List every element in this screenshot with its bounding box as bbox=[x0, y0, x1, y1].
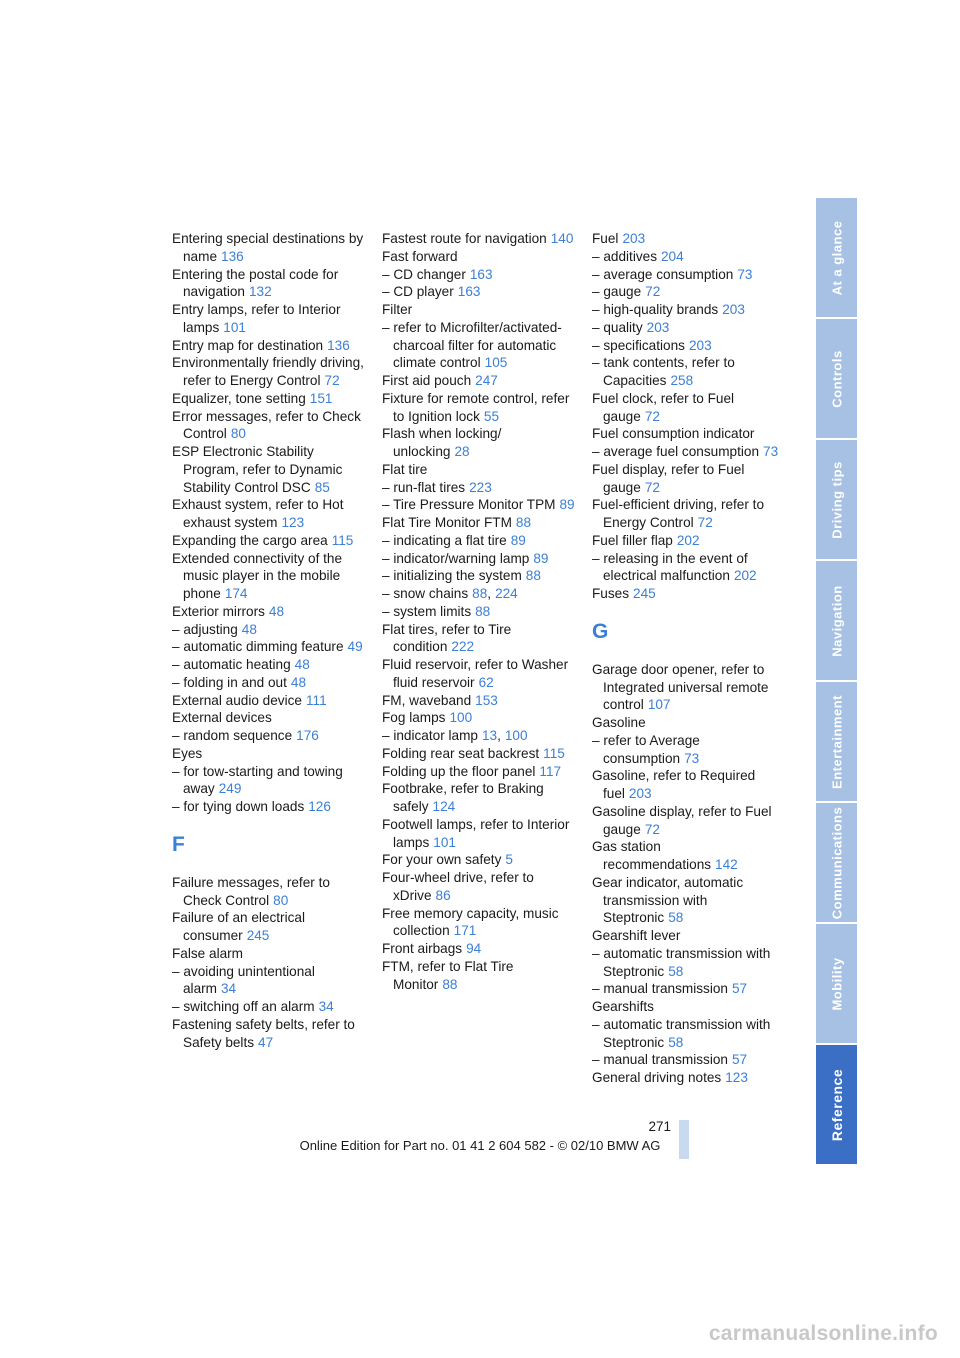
entry-text: Fixture for remote control, refer to Ignition lock bbox=[382, 390, 570, 424]
entry-text: ESP Electronic Stability Program, refer to Dynamic Stability Control DSC bbox=[172, 444, 343, 495]
page-ref-link[interactable]: 203 bbox=[646, 319, 670, 335]
page-ref-link[interactable]: 204 bbox=[661, 248, 684, 264]
index-entry bbox=[592, 266, 787, 284]
index-entry bbox=[592, 532, 787, 550]
entry-text: Equalizer, tone setting bbox=[172, 390, 306, 406]
page-ref-link[interactable]: 136 bbox=[221, 248, 244, 264]
page-ref-link[interactable]: 88 bbox=[442, 976, 458, 992]
index-entry bbox=[382, 461, 577, 479]
entry-text: – indicator/warning lamp bbox=[382, 550, 530, 566]
page-ref-link[interactable]: 100 bbox=[449, 710, 473, 726]
entry-text: – snow chains bbox=[382, 586, 469, 601]
index-entry bbox=[172, 603, 367, 621]
entry-text: – initializing the system bbox=[382, 568, 522, 584]
index-entry bbox=[382, 709, 577, 727]
page-ref-link[interactable]: 85 bbox=[314, 479, 330, 495]
page-ref-link[interactable]: 111 bbox=[305, 692, 327, 708]
index-entry bbox=[382, 319, 577, 372]
index-entry bbox=[592, 248, 787, 266]
tab-at-a-glance[interactable] bbox=[816, 198, 857, 319]
page-ref-link[interactable]: 49 bbox=[347, 639, 363, 655]
entry-text: Fuel bbox=[592, 231, 619, 246]
tab-label: At a glance bbox=[829, 220, 844, 295]
index-entry bbox=[592, 732, 787, 768]
page-ref-link[interactable]: 88 bbox=[472, 586, 488, 601]
page-ref-link[interactable]: 80 bbox=[273, 892, 289, 908]
page-ref-link[interactable]: 124 bbox=[432, 799, 456, 814]
index-entry bbox=[172, 709, 367, 727]
page-ref-link[interactable]: 203 bbox=[688, 337, 712, 353]
entry-text: External audio device bbox=[172, 692, 302, 708]
page-ref-link[interactable]: 80 bbox=[230, 426, 246, 442]
index-entry bbox=[592, 390, 787, 426]
entry-text: Fuses bbox=[592, 586, 630, 601]
page-ref-link[interactable]: 62 bbox=[478, 674, 494, 690]
page-ref-link[interactable]: 72 bbox=[644, 479, 660, 495]
page-ref-link[interactable]: 86 bbox=[435, 887, 451, 903]
entry-text: – quality bbox=[592, 319, 643, 335]
entry-text: – indicator lamp bbox=[382, 728, 478, 743]
index-entry bbox=[172, 443, 367, 496]
index-entry bbox=[172, 656, 367, 674]
entry-text: Extended connectivity of the music player in the mobile phone bbox=[172, 550, 343, 601]
entry-text: Folding up the floor panel bbox=[382, 763, 536, 779]
entry-text: Fast forward bbox=[382, 248, 458, 264]
page-ref-link[interactable]: 57 bbox=[732, 981, 748, 997]
page-ref-link[interactable]: 48 bbox=[290, 674, 307, 690]
index-entry bbox=[382, 763, 577, 781]
tab-label: Navigation bbox=[829, 584, 844, 657]
index-entry bbox=[592, 945, 787, 981]
index-entry bbox=[592, 550, 787, 586]
entry-text: Folding rear seat backrest bbox=[382, 745, 540, 761]
entry-text: Failure messages, refer to Check Control bbox=[172, 874, 330, 908]
entry-text: FM, waveband bbox=[382, 692, 472, 708]
entry-text: Failure of an electrical consumer bbox=[172, 910, 305, 943]
page-ref-link[interactable]: 58 bbox=[668, 963, 684, 979]
entry-text: Gasoline, refer to Required fuel bbox=[592, 768, 756, 801]
page-ref-link[interactable]: 34 bbox=[318, 999, 334, 1014]
entry-text: Free memory capacity, music collection bbox=[382, 905, 559, 939]
index-entry bbox=[382, 869, 577, 905]
tab-driving-tips[interactable] bbox=[816, 440, 857, 561]
page-ref-link[interactable]: 72 bbox=[324, 373, 340, 388]
index-entry bbox=[382, 230, 577, 248]
page-ref-link[interactable]: 5 bbox=[505, 852, 513, 868]
index-entry bbox=[382, 514, 577, 532]
entry-text: Footwell lamps, refer to Interior lamps bbox=[382, 816, 570, 850]
page-ref-link[interactable]: 89 bbox=[533, 550, 549, 566]
entry-text: – automatic transmission with Steptronic bbox=[592, 945, 771, 979]
index-entry bbox=[382, 905, 577, 941]
index-entry bbox=[592, 998, 787, 1016]
index-entry bbox=[172, 945, 367, 963]
page-ref-link[interactable]: 245 bbox=[633, 586, 656, 601]
index-entry bbox=[592, 230, 787, 248]
index-entry bbox=[592, 714, 787, 732]
index-entry bbox=[592, 767, 787, 803]
index-entry bbox=[382, 479, 577, 497]
index-entry bbox=[382, 372, 577, 390]
index-entry bbox=[172, 874, 367, 910]
entry-text: – specifications bbox=[592, 337, 685, 353]
page-ref-link[interactable]: 202 bbox=[676, 532, 700, 548]
page-ref-link[interactable]: 73 bbox=[737, 266, 753, 282]
page-ref-link[interactable]: 247 bbox=[475, 373, 498, 388]
index-entry bbox=[592, 874, 787, 927]
page-ref-link[interactable]: 13 bbox=[481, 728, 498, 743]
page-ref-link[interactable]: 57 bbox=[732, 1052, 748, 1068]
entry-text: – folding in and out bbox=[172, 674, 287, 690]
entry-text: Fuel consumption indicator bbox=[592, 426, 755, 442]
entry-text: Flash when locking/ unlocking bbox=[382, 426, 502, 459]
index-entry bbox=[382, 692, 577, 710]
entry-text: Fuel clock, refer to Fuel gauge bbox=[592, 390, 735, 424]
index-entry bbox=[172, 496, 367, 532]
page-ref-link[interactable]: 171 bbox=[453, 923, 477, 939]
page-ref-link[interactable]: 28 bbox=[454, 444, 470, 459]
entry-text: Front airbags bbox=[382, 941, 463, 956]
tab-label: Controls bbox=[829, 349, 844, 408]
page-ref-link[interactable]: 142 bbox=[715, 857, 738, 872]
entry-text: – releasing in the event of electrical malfunction bbox=[592, 550, 748, 584]
tab-mobility[interactable] bbox=[816, 924, 857, 1045]
index-entry bbox=[382, 656, 577, 692]
index-entry bbox=[172, 550, 367, 603]
entry-text: Flat tires, refer to Tire condition bbox=[382, 621, 512, 655]
index-entry bbox=[592, 927, 787, 945]
entry-text: Gear indicator, automatic transmission with Steptronic bbox=[592, 874, 744, 926]
index-column-2 bbox=[382, 230, 577, 993]
index-entry bbox=[172, 727, 367, 745]
index-entry bbox=[172, 763, 367, 799]
index-entry bbox=[172, 354, 367, 390]
page-ref-link[interactable]: 72 bbox=[644, 408, 660, 424]
entry-text: Flat Tire Monitor FTM bbox=[382, 515, 512, 530]
page-ref-link[interactable]: 55 bbox=[483, 408, 500, 424]
index-entry bbox=[382, 390, 577, 426]
page-ref-link[interactable]: 89 bbox=[510, 532, 526, 548]
entry-text: First aid pouch bbox=[382, 373, 472, 388]
entry-text: – average fuel consumption bbox=[592, 444, 760, 459]
entry-text: False alarm bbox=[172, 945, 244, 961]
tab-label: Driving tips bbox=[829, 460, 844, 539]
index-entry bbox=[382, 248, 577, 266]
entry-text: Entry lamps, refer to Interior lamps bbox=[172, 302, 341, 335]
index-entry bbox=[172, 638, 367, 656]
index-entry bbox=[382, 851, 577, 869]
entry-text: Exhaust system, refer to Hot exhaust system bbox=[172, 497, 344, 530]
index-entry bbox=[172, 692, 367, 710]
index-entry bbox=[172, 1016, 367, 1052]
index-entry bbox=[382, 727, 577, 745]
page-ref-link[interactable]: 202 bbox=[733, 568, 757, 584]
index-entry bbox=[172, 674, 367, 692]
entry-text: Gearshift lever bbox=[592, 928, 681, 943]
page-ref-link[interactable]: 88 bbox=[515, 515, 532, 530]
page-ref-link[interactable]: 58 bbox=[668, 910, 684, 926]
section-tabs bbox=[816, 198, 857, 1166]
section-letter: F bbox=[172, 832, 185, 856]
page-ref-link[interactable]: 107 bbox=[647, 697, 671, 713]
tab-label: Mobility bbox=[829, 956, 844, 1011]
index-entry bbox=[382, 585, 577, 603]
page-ref-link[interactable]: 174 bbox=[224, 586, 248, 601]
entry-text: Fluid reservoir, refer to Washer fluid reservoir bbox=[382, 657, 569, 690]
page-ref-link[interactable]: 88 bbox=[525, 568, 541, 584]
tab-entertainment[interactable] bbox=[816, 682, 857, 803]
index-entry bbox=[592, 301, 787, 319]
entry-text: – automatic dimming feature bbox=[172, 639, 344, 655]
page-ref-link[interactable]: 203 bbox=[722, 302, 745, 317]
page-ref-link[interactable]: 101 bbox=[433, 834, 456, 850]
index-entry bbox=[592, 425, 787, 443]
entry-text: Environmentally friendly driving, refer to Energy Control bbox=[172, 355, 364, 388]
index-entry bbox=[172, 963, 367, 999]
entry-text: – refer to Average consumption bbox=[592, 732, 700, 766]
entry-text: Entering the postal code for navigation bbox=[172, 266, 339, 300]
entry-text: – for tow-starting and towing away bbox=[172, 763, 343, 797]
entry-text: Garage door opener, refer to Integrated universal remote control bbox=[592, 661, 769, 713]
page-ref-link[interactable]: 203 bbox=[622, 231, 646, 246]
entry-text: Four-wheel drive, refer to xDrive bbox=[382, 870, 534, 903]
index-entry bbox=[382, 958, 577, 994]
entry-text: Entry map for destination bbox=[172, 337, 324, 353]
entry-text: For your own safety bbox=[382, 852, 502, 868]
entry-text: – gauge bbox=[592, 284, 642, 300]
index-column-1 bbox=[172, 230, 367, 1051]
page-ref-link[interactable]: 115 bbox=[331, 532, 354, 548]
entry-text: Filter bbox=[382, 302, 413, 317]
page-ref-link[interactable]: 100 bbox=[504, 728, 528, 743]
page-ref-link[interactable]: 249 bbox=[218, 781, 242, 797]
entry-text: – adjusting bbox=[172, 621, 238, 637]
page-ref-link[interactable]: 58 bbox=[668, 1034, 684, 1050]
index-entry bbox=[382, 621, 577, 657]
page-ref-link[interactable]: 48 bbox=[268, 603, 285, 619]
page-ref-link[interactable]: 115 bbox=[543, 745, 565, 761]
tab-navigation[interactable] bbox=[816, 561, 857, 682]
page-ref-link[interactable]: 123 bbox=[725, 1070, 748, 1085]
entry-text: Gas station recommendations bbox=[592, 839, 712, 872]
index-entry bbox=[172, 532, 367, 550]
index-entry bbox=[172, 337, 367, 355]
entry-text: Fuel-efficient driving, refer to Energy Control bbox=[592, 497, 765, 530]
index-entry bbox=[382, 266, 577, 284]
entry-text: – run-flat tires bbox=[382, 479, 466, 495]
entry-text: Fastening safety belts, refer to Safety belts bbox=[172, 1016, 355, 1050]
tab-controls[interactable] bbox=[816, 319, 857, 440]
entry-text: – avoiding unintentional alarm bbox=[172, 963, 315, 997]
entry-text: – indicating a flat tire bbox=[382, 532, 507, 548]
entry-text: Error messages, refer to Check Control bbox=[172, 408, 361, 442]
index-entry bbox=[592, 496, 787, 532]
entry-text: External devices bbox=[172, 710, 272, 726]
index-entry bbox=[172, 390, 367, 408]
entry-text: – average consumption bbox=[592, 266, 734, 282]
index-entry bbox=[172, 301, 367, 337]
entry-text: Expanding the cargo area bbox=[172, 532, 328, 548]
page-ref-link[interactable]: 132 bbox=[248, 284, 272, 300]
entry-text: Flat tire bbox=[382, 461, 428, 477]
watermark: carmanualsonline.info bbox=[708, 1322, 938, 1345]
index-entry bbox=[592, 1016, 787, 1052]
page-ref-link[interactable]: 72 bbox=[697, 515, 713, 530]
entry-text: Exterior mirrors bbox=[172, 603, 265, 619]
page-ref-link[interactable]: 72 bbox=[645, 284, 661, 300]
entry-text: Fuel display, refer to Fuel gauge bbox=[592, 461, 745, 495]
entry-text: – refer to Microfilter/activated-charcoal filter for automatic climate control bbox=[382, 319, 562, 371]
entry-text: – CD player bbox=[382, 284, 454, 300]
page-ref-link[interactable]: 47 bbox=[258, 1034, 274, 1050]
entry-text: Footbrake, refer to Braking safely bbox=[382, 781, 544, 814]
index-entry bbox=[172, 621, 367, 639]
page-ref-link[interactable]: 136 bbox=[327, 337, 350, 353]
page-ref-link[interactable]: 203 bbox=[628, 786, 652, 801]
entry-text: Fog lamps bbox=[382, 710, 446, 726]
entry-text: – additives bbox=[592, 248, 657, 264]
entry-text: Fastest route for navigation bbox=[382, 231, 547, 246]
entry-text: Fuel filler flap bbox=[592, 532, 673, 548]
index-entry bbox=[172, 998, 367, 1016]
page-ref-link[interactable]: 34 bbox=[221, 981, 237, 997]
index-entry bbox=[592, 337, 787, 355]
entry-text: FTM, refer to Flat Tire Monitor bbox=[382, 958, 514, 992]
entry-text: – automatic heating bbox=[172, 657, 291, 672]
page-ref-link[interactable]: 140 bbox=[550, 231, 574, 246]
entry-text: – tank contents, refer to Capacities bbox=[592, 355, 735, 388]
index-entry bbox=[172, 408, 367, 444]
footer-text: Online Edition for Part no. 01 41 2 604 582 - © 02/10 BMW AG bbox=[299, 1138, 661, 1153]
tab-communications[interactable] bbox=[816, 803, 857, 924]
entry-text: – manual transmission bbox=[592, 1052, 728, 1068]
index-entry bbox=[382, 283, 577, 301]
index-entry bbox=[592, 980, 787, 998]
entry-text: – CD changer bbox=[382, 266, 466, 282]
entry-text: – random sequence bbox=[172, 728, 293, 743]
index-entry bbox=[592, 1051, 787, 1069]
index-entry bbox=[592, 443, 787, 461]
index-entry bbox=[172, 230, 367, 266]
index-entry bbox=[592, 585, 787, 603]
index-entry bbox=[382, 532, 577, 550]
index-entry bbox=[592, 661, 787, 714]
page-ref-link[interactable]: 126 bbox=[308, 799, 331, 814]
index-entry bbox=[382, 940, 577, 958]
section-letter: G bbox=[592, 619, 609, 643]
page-ref-link[interactable]: 88 bbox=[475, 603, 491, 619]
index-entry bbox=[382, 816, 577, 852]
index-entry bbox=[172, 798, 367, 816]
index-entry bbox=[382, 425, 577, 461]
index-entry bbox=[592, 803, 787, 839]
index-entry bbox=[382, 603, 577, 621]
entry-text: – manual transmission bbox=[592, 981, 728, 997]
page-ref-link[interactable]: 223 bbox=[469, 479, 492, 495]
page-ref-link[interactable]: 151 bbox=[309, 390, 333, 406]
page-ref-link[interactable]: 123 bbox=[281, 515, 305, 530]
index-entry bbox=[592, 354, 787, 390]
index-entry bbox=[592, 283, 787, 301]
index-entry bbox=[382, 780, 577, 816]
tab-label: Communications bbox=[829, 806, 844, 919]
page-number: 271 bbox=[648, 1119, 671, 1134]
index-entry bbox=[172, 909, 367, 945]
page-ref-link[interactable]: 72 bbox=[644, 821, 660, 837]
index-entry bbox=[382, 567, 577, 585]
index-entry bbox=[382, 745, 577, 763]
page-ref-link[interactable]: 105 bbox=[484, 355, 508, 371]
page-ref-link[interactable]: 89 bbox=[559, 497, 575, 513]
entry-text: – automatic transmission with Steptronic bbox=[592, 1016, 771, 1050]
index-entry bbox=[592, 319, 787, 337]
tab-label: Entertainment bbox=[829, 694, 844, 789]
page-ref-link[interactable]: 245 bbox=[246, 928, 270, 943]
index-entry bbox=[592, 461, 787, 497]
entry-text: – for tying down loads bbox=[172, 799, 305, 814]
index-entry bbox=[172, 266, 367, 302]
index-entry bbox=[172, 745, 367, 763]
page-ref-link[interactable]: 73 bbox=[684, 750, 700, 766]
index-column-3 bbox=[592, 230, 787, 1087]
page-ref-link[interactable]: 163 bbox=[457, 284, 481, 300]
page-ref-separator: , bbox=[487, 586, 492, 601]
entry-text: – switching off an alarm bbox=[172, 999, 315, 1014]
entry-text: – system limits bbox=[382, 603, 472, 619]
page-ref-link[interactable]: 222 bbox=[451, 639, 475, 655]
page-ref-link[interactable]: 73 bbox=[763, 444, 779, 459]
index-entry bbox=[592, 1069, 787, 1087]
index-entry bbox=[382, 550, 577, 568]
entry-text: Gearshifts bbox=[592, 999, 654, 1014]
page-ref-link[interactable]: 163 bbox=[469, 266, 493, 282]
page-ref-link[interactable]: 48 bbox=[294, 657, 310, 672]
page-ref-link[interactable]: 101 bbox=[223, 319, 246, 335]
page-ref-link[interactable]: 258 bbox=[670, 373, 694, 388]
index-entry bbox=[382, 496, 577, 514]
page-ref-link[interactable]: 153 bbox=[475, 692, 498, 708]
page-ref-link[interactable]: 48 bbox=[241, 621, 257, 637]
page-ref-link[interactable]: 94 bbox=[466, 941, 482, 956]
index-entry bbox=[382, 301, 577, 319]
entry-text: – Tire Pressure Monitor TPM bbox=[382, 497, 556, 513]
entry-text: Entering special destinations by name bbox=[172, 231, 364, 264]
entry-text: – high-quality brands bbox=[592, 302, 719, 317]
page-ref-link[interactable]: 224 bbox=[495, 586, 518, 601]
entry-text: Eyes bbox=[172, 745, 203, 761]
entry-text: Gasoline bbox=[592, 715, 646, 730]
page-ref-link[interactable]: 176 bbox=[296, 728, 319, 743]
entry-text: General driving notes bbox=[592, 1070, 722, 1085]
entry-text: Gasoline display, refer to Fuel gauge bbox=[592, 803, 772, 837]
page-ref-link[interactable]: 117 bbox=[539, 763, 562, 779]
page-ref-separator: , bbox=[497, 728, 501, 743]
tab-label: Reference bbox=[828, 1068, 845, 1141]
index-entry bbox=[592, 838, 787, 874]
